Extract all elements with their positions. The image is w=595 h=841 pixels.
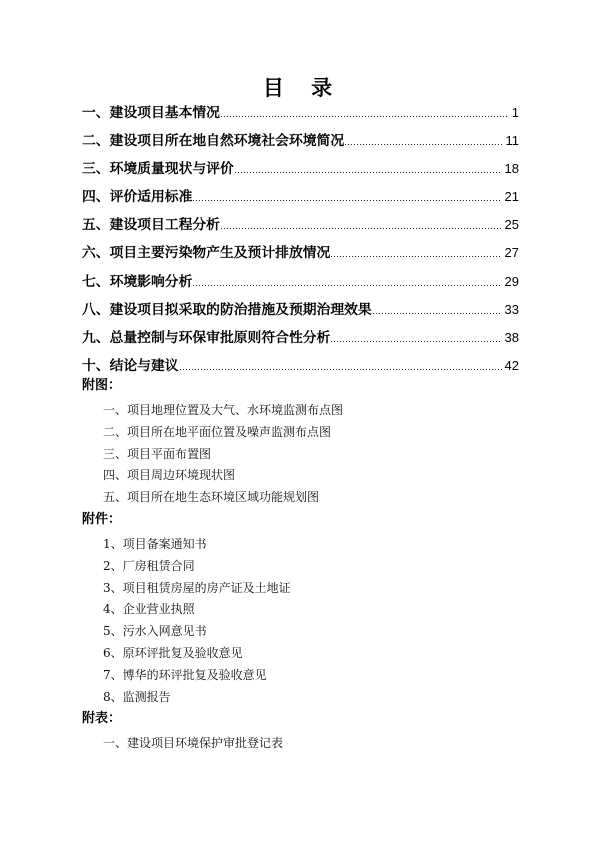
toc-page-number: 33 <box>504 301 519 317</box>
toc-page-number: 27 <box>504 245 519 261</box>
appendix-figure-item: 五、项目所在地生态环境区域功能规划图 <box>103 490 320 505</box>
dot-leader <box>331 341 501 342</box>
toc-entry-label: 四、评价适用标准 <box>82 189 193 206</box>
appendix-tables-heading: 附表： <box>82 711 122 727</box>
toc-entry-label: 一、建设项目基本情况 <box>82 105 220 121</box>
dot-leader <box>180 369 502 370</box>
toc-entry-label: 七、环境影响分析 <box>82 273 193 290</box>
attachments-section <box>82 509 519 708</box>
appendix-figure-item: 四、项目周边环境现状图 <box>103 468 236 483</box>
attachment-item: 8、监测报告 <box>103 689 171 704</box>
dot-leader <box>373 313 502 314</box>
toc-entry-label: 三、环境质量现状与评价 <box>82 161 234 178</box>
attachment-item: 2、厂房租赁合同 <box>103 558 195 573</box>
toc-entry-label: 十、结论与建议 <box>82 357 179 374</box>
attachment-item: 6、原环评批复及验收意见 <box>103 645 243 660</box>
dot-leader <box>221 116 509 117</box>
toc-entry <box>82 99 519 127</box>
dot-leader <box>331 256 501 257</box>
dot-leader <box>193 285 501 286</box>
appendix-lists <box>82 375 519 755</box>
attachment-item: 4、企业营业执照 <box>103 602 195 617</box>
toc-entry <box>82 183 519 211</box>
attachment-item: 3、项目租赁房屋的房产证及土地证 <box>103 580 291 595</box>
toc-entry-label: 六、项目主要污染物产生及预计排放情况 <box>82 245 331 262</box>
appendix-figure-item: 三、项目平面布置图 <box>103 446 212 461</box>
attachment-item: 1、项目备案通知书 <box>103 536 207 551</box>
table-of-contents <box>82 99 519 380</box>
appendix-figure-item: 一、项目地理位置及大气、水环境监测布点图 <box>103 403 344 417</box>
toc-page-number: 29 <box>504 273 519 289</box>
attachment-item: 7、博华的环评批复及验收意见 <box>103 667 267 682</box>
dot-leader <box>221 228 502 229</box>
toc-entry <box>82 296 519 324</box>
dot-leader <box>345 144 502 145</box>
toc-page-number: 21 <box>504 189 519 205</box>
toc-page-number: 1 <box>511 105 519 120</box>
appendix-figures-list <box>82 400 519 509</box>
toc-entry <box>82 268 519 296</box>
toc-entry <box>82 239 519 267</box>
toc-entry-label: 九、总量控制与环保审批原则符合性分析 <box>82 329 331 346</box>
toc-page-number: 38 <box>504 329 519 345</box>
toc-entry <box>82 324 519 352</box>
appendix-table-item: 一、建设项目环境保护审批登记表 <box>103 736 284 751</box>
appendix-tables-list <box>82 733 519 755</box>
appendix-tables-section <box>82 708 519 755</box>
attachments-heading: 附件： <box>82 511 122 527</box>
toc-entry <box>82 155 519 183</box>
appendix-figures-section <box>82 375 519 509</box>
appendix-figures-heading: 附图： <box>82 378 122 393</box>
appendix-figure-item: 二、项目所在地平面位置及噪声监测布点图 <box>103 424 332 439</box>
toc-entry-label: 五、建设项目工程分析 <box>82 217 220 234</box>
toc-page-number: 25 <box>504 217 519 233</box>
dot-leader <box>235 172 502 173</box>
attachment-item: 5、污水入网意见书 <box>103 624 207 639</box>
dot-leader <box>193 200 501 201</box>
toc-entry-label: 二、建设项目所在地自然环境社会环境简况 <box>82 133 345 150</box>
toc-page-number: 42 <box>504 357 519 373</box>
page-title: 目 录 <box>262 76 343 100</box>
toc-page-number: 11 <box>505 133 519 149</box>
toc-entry-label: 八、建设项目拟采取的防治措施及预期治理效果 <box>82 301 372 318</box>
toc-entry <box>82 127 519 155</box>
toc-page-number: 18 <box>504 161 519 177</box>
toc-entry <box>82 211 519 239</box>
attachments-list <box>82 534 519 708</box>
